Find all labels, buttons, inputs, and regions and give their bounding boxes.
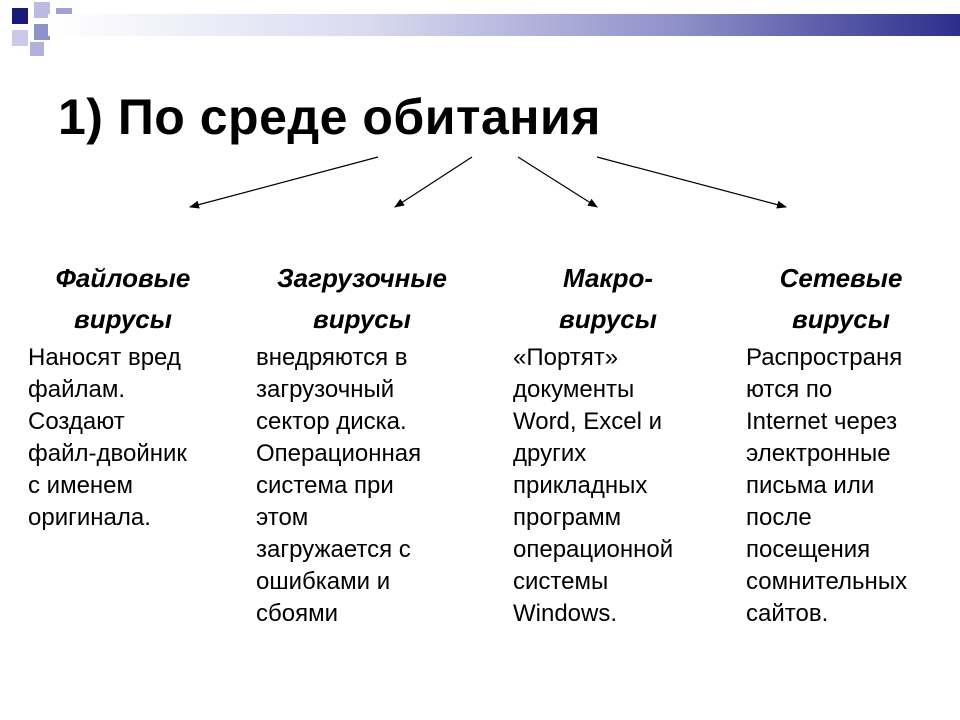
arrow-to-network-viruses bbox=[597, 157, 786, 207]
text-line: с именем bbox=[28, 472, 134, 499]
text-line: сектор диска. bbox=[256, 408, 407, 435]
column-description bbox=[256, 342, 476, 630]
column-macro-viruses bbox=[513, 258, 703, 630]
text-line: ошибками и bbox=[256, 568, 391, 595]
text-line: ются по bbox=[746, 376, 833, 403]
column-description bbox=[746, 342, 946, 630]
text-line: Word, Excel и bbox=[513, 408, 663, 435]
text-line: операционной bbox=[513, 536, 674, 563]
slide-title: 1) По среде обитания bbox=[58, 89, 601, 145]
text-line: система при bbox=[256, 472, 394, 499]
text-line: внедряются в bbox=[256, 344, 408, 371]
heading-line: Сетевые bbox=[779, 263, 903, 293]
text-line: Создают bbox=[28, 408, 125, 435]
heading-line: Файловые bbox=[55, 263, 191, 293]
column-heading bbox=[746, 258, 936, 340]
text-line: посещения bbox=[746, 536, 871, 563]
text-line: прикладных bbox=[513, 472, 648, 499]
arrow-to-macro-viruses bbox=[518, 157, 597, 207]
heading-line: вирусы bbox=[74, 304, 172, 334]
text-line: сайтов. bbox=[746, 600, 829, 627]
column-network-viruses bbox=[746, 258, 946, 630]
text-line: письма или bbox=[746, 472, 875, 499]
header-gradient-band bbox=[48, 14, 960, 36]
text-line: файл-двойник bbox=[28, 440, 187, 467]
text-line: сбоями bbox=[256, 600, 338, 627]
text-line: Наносят вред bbox=[28, 344, 181, 371]
heading-line: Загрузочные bbox=[276, 263, 448, 293]
text-line: документы bbox=[513, 376, 635, 403]
deco-square bbox=[30, 42, 44, 56]
heading-line: вирусы bbox=[559, 304, 657, 334]
text-line: этом bbox=[256, 504, 309, 531]
text-line: «Портят» bbox=[513, 344, 619, 371]
column-heading bbox=[28, 258, 218, 340]
column-heading bbox=[513, 258, 703, 340]
arrow-to-file-viruses bbox=[190, 157, 378, 207]
text-line: электронные bbox=[746, 440, 891, 467]
text-line: сомнительных bbox=[746, 568, 908, 595]
column-description bbox=[28, 342, 218, 534]
text-line: системы bbox=[513, 568, 609, 595]
text-line: других bbox=[513, 440, 587, 467]
heading-line: вирусы bbox=[313, 304, 411, 334]
text-line: файлам. bbox=[28, 376, 126, 403]
text-line: оригинала. bbox=[28, 504, 151, 531]
text-line: после bbox=[746, 504, 812, 531]
text-line: программ bbox=[513, 504, 622, 531]
column-heading bbox=[252, 258, 472, 340]
text-line: Операционная bbox=[256, 440, 422, 467]
text-line: Распространя bbox=[746, 344, 903, 371]
heading-line: вирусы bbox=[792, 304, 890, 334]
text-line: Internet через bbox=[746, 408, 898, 435]
deco-square bbox=[12, 8, 28, 24]
column-file-viruses bbox=[28, 258, 218, 534]
text-line: загружается с bbox=[256, 536, 411, 563]
heading-line: Макро- bbox=[562, 263, 654, 293]
deco-square bbox=[12, 30, 28, 46]
text-line: Windows. bbox=[513, 600, 618, 627]
text-line: загрузочный bbox=[256, 376, 395, 403]
column-description bbox=[513, 342, 703, 630]
column-boot-viruses bbox=[256, 258, 476, 630]
arrow-to-boot-viruses bbox=[395, 157, 472, 207]
